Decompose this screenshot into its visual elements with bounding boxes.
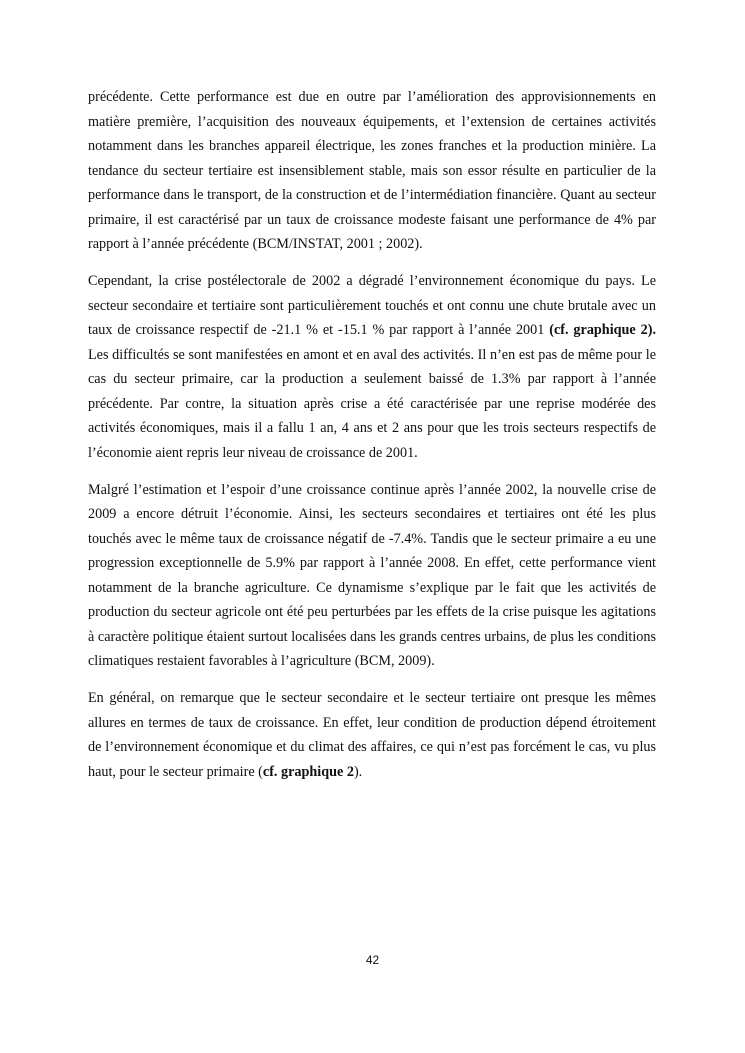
paragraph-2-text-b: Les difficultés se sont manifestées en amont et en aval des activités. Il n’en est pas de même pour le cas du secteur primaire, car la production a seulement baissé de 1.3% par rapport à l’année précédente. Par contre, la situation après crise a été caractérisée par une reprise modérée des activités économiques, mais il a fallu 1 an, 4 ans et 2 ans pour que les trois secteurs respectifs de l’économie aient repris leur niveau de croissance de 2001. xyxy=(88,346,656,461)
paragraph-2 xyxy=(88,269,656,465)
paragraph-1-text: précédente. Cette performance est due en outre par l’amélioration des approvisionnements en matière première, l’acquisition des nouveaux équipements, et l’extension de certaines activités notamment dans les branches appareil électrique, les zones franches et la production minière. La tendance du secteur tertiaire est insensiblement stable, mais son essor résulte en particulier de la performance dans le transport, de la construction et de l’intermédiation financière. Quant au secteur primaire, il est caractérisé par un taux de croissance modeste faisant une performance de 4% par rapport à l’année précédente (BCM/INSTAT, 2001 ; 2002). xyxy=(88,89,656,252)
page-number: 42 xyxy=(365,953,380,967)
paragraph-3-text: Malgré l’estimation et l’espoir d’une croissance continue après l’année 2002, la nouvelle crise de 2009 a encore détruit l’économie. Ainsi, les secteurs secondaires et tertiaires ont été les plus touchés avec le même taux de croissance négatif de -7.4%. Tandis que le secteur primaire a eu une progression exceptionnelle de 5.9% par rapport à l’année 2008. En effet, cette performance vient notamment de la branche agriculture. Ce dynamisme s’explique par le fait que les activités de production du secteur agricole ont été peu perturbées par les effets de la crise puisque les agitations à caractère politique étaient surtout localisées dans les grands centres urbains, de plus les conditions climatiques restaient favorables à l’agriculture (BCM, 2009). xyxy=(88,481,656,669)
paragraph-4 xyxy=(88,686,656,784)
paragraph-2-text-a: Cependant, la crise postélectorale de 2002 a dégradé l’environnement économique du pays. Le secteur secondaire et tertiaire sont particulièrement touchés et ont connu une chute brutale avec un taux de croissance respectif de -21.1 % et -15.1 % par rapport à l’année 2001 xyxy=(88,273,656,338)
body-text xyxy=(88,85,656,797)
paragraph-3 xyxy=(88,478,656,674)
paragraph-4-reference: cf. graphique 2 xyxy=(262,763,354,780)
paragraph-1 xyxy=(88,85,656,257)
paragraph-4-text-b: ). xyxy=(353,763,363,780)
paragraph-2-reference: (cf. graphique 2). xyxy=(549,322,656,338)
paragraph-4-text-a: En général, on remarque que le secteur secondaire et le secteur tertiaire ont presque les mêmes allures en termes de taux de croissance. En effet, leur condition de production dépend étroitement de l’environnement économique et du climat des affaires, ce qui n’est pas forcément le cas, vu plus haut, pour le secteur primaire ( xyxy=(88,690,656,780)
